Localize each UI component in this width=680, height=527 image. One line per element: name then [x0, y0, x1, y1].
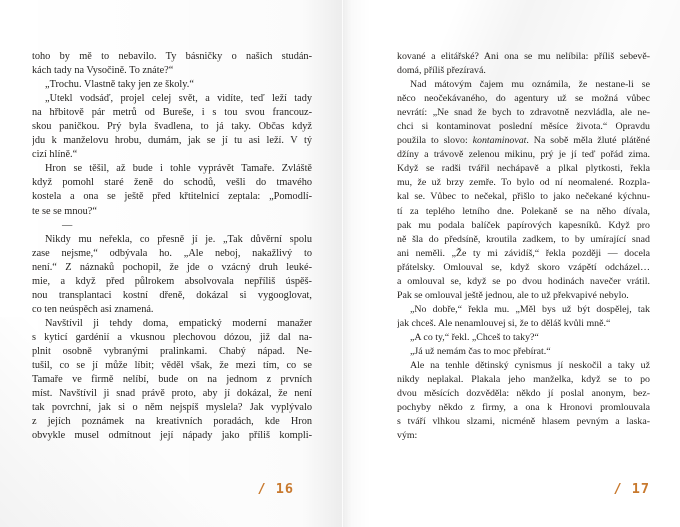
text-line: zase nejsme,“ odbývala ho. „Ale neboj, nakažlivý to	[32, 247, 312, 259]
text-line: Hron se těšil, až bude i tohle vyprávět Tamaře. Zvláště	[45, 163, 312, 175]
page-gutter	[342, 0, 343, 527]
text-line: s tváří vlhkou slzami, nicméně hlasem pevným a laska-	[397, 416, 650, 428]
section-separator: —	[62, 219, 73, 231]
text-line: vým:	[397, 430, 418, 442]
page-number: / 17	[613, 481, 650, 497]
text-line: na hřbitově pár metrů od Bureše, i s tou svou francouz-	[32, 107, 312, 119]
text-line: skou paničkou. Prý byla švadlena, to já taky. Občas když	[32, 121, 312, 133]
text-line: použila to slovo: kontaminovat. Na sobě měla žluté plátěné	[397, 135, 650, 147]
text-line: Když se radši tvářil nechápavě a plkal plytkosti, řekla	[397, 163, 650, 175]
text-line: toho by mě to nebavilo. Ty básničky o našich studán-	[32, 51, 312, 62]
right-page	[343, 0, 680, 527]
text-line: Tamaře ve firmě nelíbí, bude on na jednom z prvních	[32, 374, 312, 386]
text-line: Ale na tenhle dětinský cynismus jí neskočil a taky už	[410, 360, 650, 372]
text-line: „A co ty,“ řekl. „Chceš to taky?“	[410, 331, 539, 343]
text-line: nevrátí: „Ne snad že bych to zdravotně nezvládla, ale ne-	[397, 107, 650, 119]
text-line: tak povrchní, jak si o něm nejspíš myslela? Jak vyplývalo	[32, 402, 312, 414]
text-line: kách tady na Vysočině. To znáte?“	[32, 65, 174, 77]
text-line: nikdy neplakal. Plakala jeho manželka, když se to po	[397, 374, 650, 386]
text-line: „Utekl vodsáď, projel celej svět, a vidíte, teď leží tady	[45, 93, 312, 105]
text-line: kostela a ona se ještě před křtitelnicí zeptala: „Pomodlí-	[32, 191, 312, 203]
text-line: kované a elitářské? Ani ona se mu nelíbila: příliš sebevě-	[397, 51, 650, 62]
text-line: „Trochu. Vlastně taky jen ze školy.“	[45, 79, 194, 91]
text-line: domá, příliš přezíravá.	[397, 65, 486, 77]
text-line: jak chceš. Ale nenamlouvej si, že to děláš kvůli mně.“	[397, 317, 611, 329]
text-line: míst. Navštívil ji snad právě proto, aby jí dokázal, že není	[32, 388, 312, 400]
text-line: ně šla do předsíně, kroutila zadkem, to by umírající snad	[397, 233, 650, 245]
text-line: nou transplantaci kostní dřeně, dokázal si vygooglovat,	[32, 289, 312, 301]
text-line: pochyby někdo z firmy, a ona k Hronovi promlouvala	[397, 402, 650, 414]
text-line: mu, že už brzy zemře. To bylo od ní neomalené. Rozpla-	[397, 177, 650, 189]
text-line: Pak se omlouval ještě jednou, ale to už překvapivé nebylo.	[397, 289, 629, 301]
text-line: „Já už nemám čas to moc přebírat.“	[410, 345, 551, 357]
text-line: Nad mátovým čajem mu oznámila, že nestane-li se	[410, 79, 650, 91]
page-number: / 16	[257, 481, 294, 497]
text-line: te se se mnou?“	[32, 205, 97, 217]
text-line: tušil, co se jí může líbit; věděl však, že mezi tím, co se	[32, 360, 312, 372]
text-line: není.“ Z náznaků pochopil, že jde o vzácný druh leuké-	[32, 261, 312, 273]
text-line: když pomohl staré ženě do schodů, vešli do tmavého	[32, 177, 312, 189]
right-page-text	[397, 50, 650, 443]
text-line: něco neočekávaného, do agentury už se možná vůbec	[397, 93, 650, 105]
text-line: tí za teplého letního dne. Polekaně se na něho dívala,	[397, 205, 650, 217]
left-page-text	[32, 50, 312, 443]
text-line: mie, a když před půlrokem absolvovala nepříliš úspěš-	[32, 275, 312, 287]
text-line: přátelsky. Omlouval se, když skoro vzápětí odcházel…	[397, 261, 650, 273]
text-line: dvou měsících dozvěděla: někdo jí poslal anonym, bez-	[397, 388, 650, 400]
text-line: co ten neúspěch asi znamená.	[32, 303, 154, 315]
text-line: Nikdy mu neřekla, co přesně jí je. „Tak důvěrní spolu	[45, 233, 312, 245]
text-line: cizí hlíně.“	[32, 149, 78, 161]
text-line: plnit osobně vybranými pralinkami. Chabý nápad. Ne-	[32, 345, 312, 357]
text-line: jdu k manželovu hrobu, dumám, jak se jí tu asi leží. V tý	[32, 135, 312, 147]
text-line: Navštívil ji tehdy doma, empatický moderní manažer	[45, 317, 312, 329]
text-line: s kyticí gardénií a vkusnou plechovou dózou, již dal na-	[32, 331, 312, 343]
text-line: obvykle musel odmítnout její nápady jako příliš kompli-	[32, 430, 312, 442]
text-line: ani neměli. „Že ty mi závidíš,“ řekla později — docela	[397, 247, 650, 259]
text-line: chci si kontaminovat poslední měsíce života.“ Opravdu	[397, 121, 650, 133]
text-line: kal se. Vůbec to nečekal, přišlo to jako nečekané kýchnu-	[397, 191, 650, 203]
text-line: z jejích poznámek na kreativních poradách, kde Hron	[32, 416, 312, 428]
text-line: džíny a trávově zelenou mikinu, prý je jí teď pořád zima.	[397, 149, 650, 161]
text-line: pak mu podala balíček papírových kapesníků. Když pro	[397, 219, 650, 231]
text-line: a omlouval se, když se po dvou hodinách navečer vrátil.	[397, 275, 650, 287]
text-line: „No dobře,“ řekla mu. „Měl bys už být dospělej, tak	[410, 303, 650, 315]
